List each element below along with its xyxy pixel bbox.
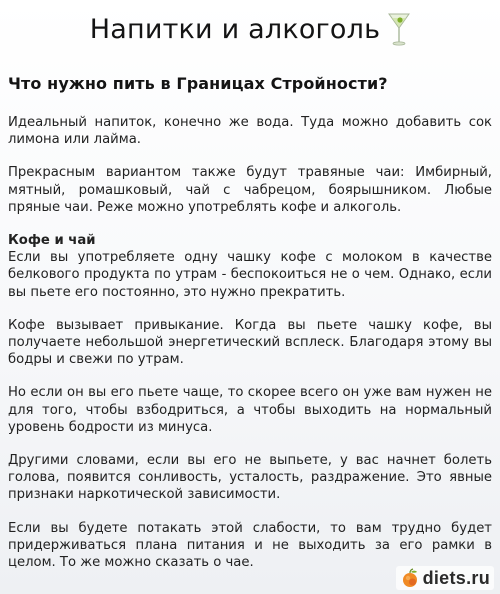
title-row	[0, 6, 500, 52]
watermark-text: diets.ru	[422, 567, 490, 588]
subtitle-coffee-tea: Кофе и чай	[8, 233, 96, 249]
page-title: Напитки и алкоголь	[89, 13, 381, 45]
paragraph-weakness: Если вы будете потакать этой слабости, то вам трудно будет придерживаться плана питания и не выходить за его рамки в целом. То же можно сказать о чае.	[8, 520, 492, 571]
section-question: Что нужно пить в Границах Стройности?	[8, 74, 388, 93]
paragraph-water: Идеальный напиток, конечно же вода. Туда можно добавить сок лимона или лайма.	[8, 115, 492, 148]
article-body	[8, 70, 492, 587]
paragraph-withdrawal: Другими словами, если вы его не выпьете, у вас начнет болеть голова, появится сонливость, усталость, раздражение. Это явные признаки наркотической зависимости.	[8, 453, 492, 503]
paragraph-herbal-teas: Прекрасным вариантом также будут травяные чаи: Имбирный, мятный, ромашковый, чай с чабрецом, боярышником. Любые пряные чаи. Реже можно употреблять кофе и алкоголь.	[8, 165, 492, 215]
paragraph-coffee-tea	[8, 232, 492, 301]
martini-glass-icon	[388, 11, 410, 47]
paragraph-more-often: Но если он вы его пьете чаще, то скорее всего он уже вам нужен не для того, чтобы взбодриться, а чтобы выходить на нормальный уровень бодрости из минуса.	[8, 385, 492, 435]
watermark	[396, 566, 494, 590]
paragraph-addiction: Кофе вызывает привыкание. Когда вы пьете чашку кофе, вы получаете небольшой энергетический всплеск. Благодаря этому вы бодры и свежи по утрам.	[8, 317, 492, 368]
peach-logo-icon	[400, 568, 420, 588]
paragraph-coffee-tea-text: Если вы употребляете одну чашку кофе с молоком в качестве белкового продукта по утрам - беспокоиться не о чем. Однако, если вы пьете его постоянно, это нужно прекратить.	[8, 250, 492, 300]
